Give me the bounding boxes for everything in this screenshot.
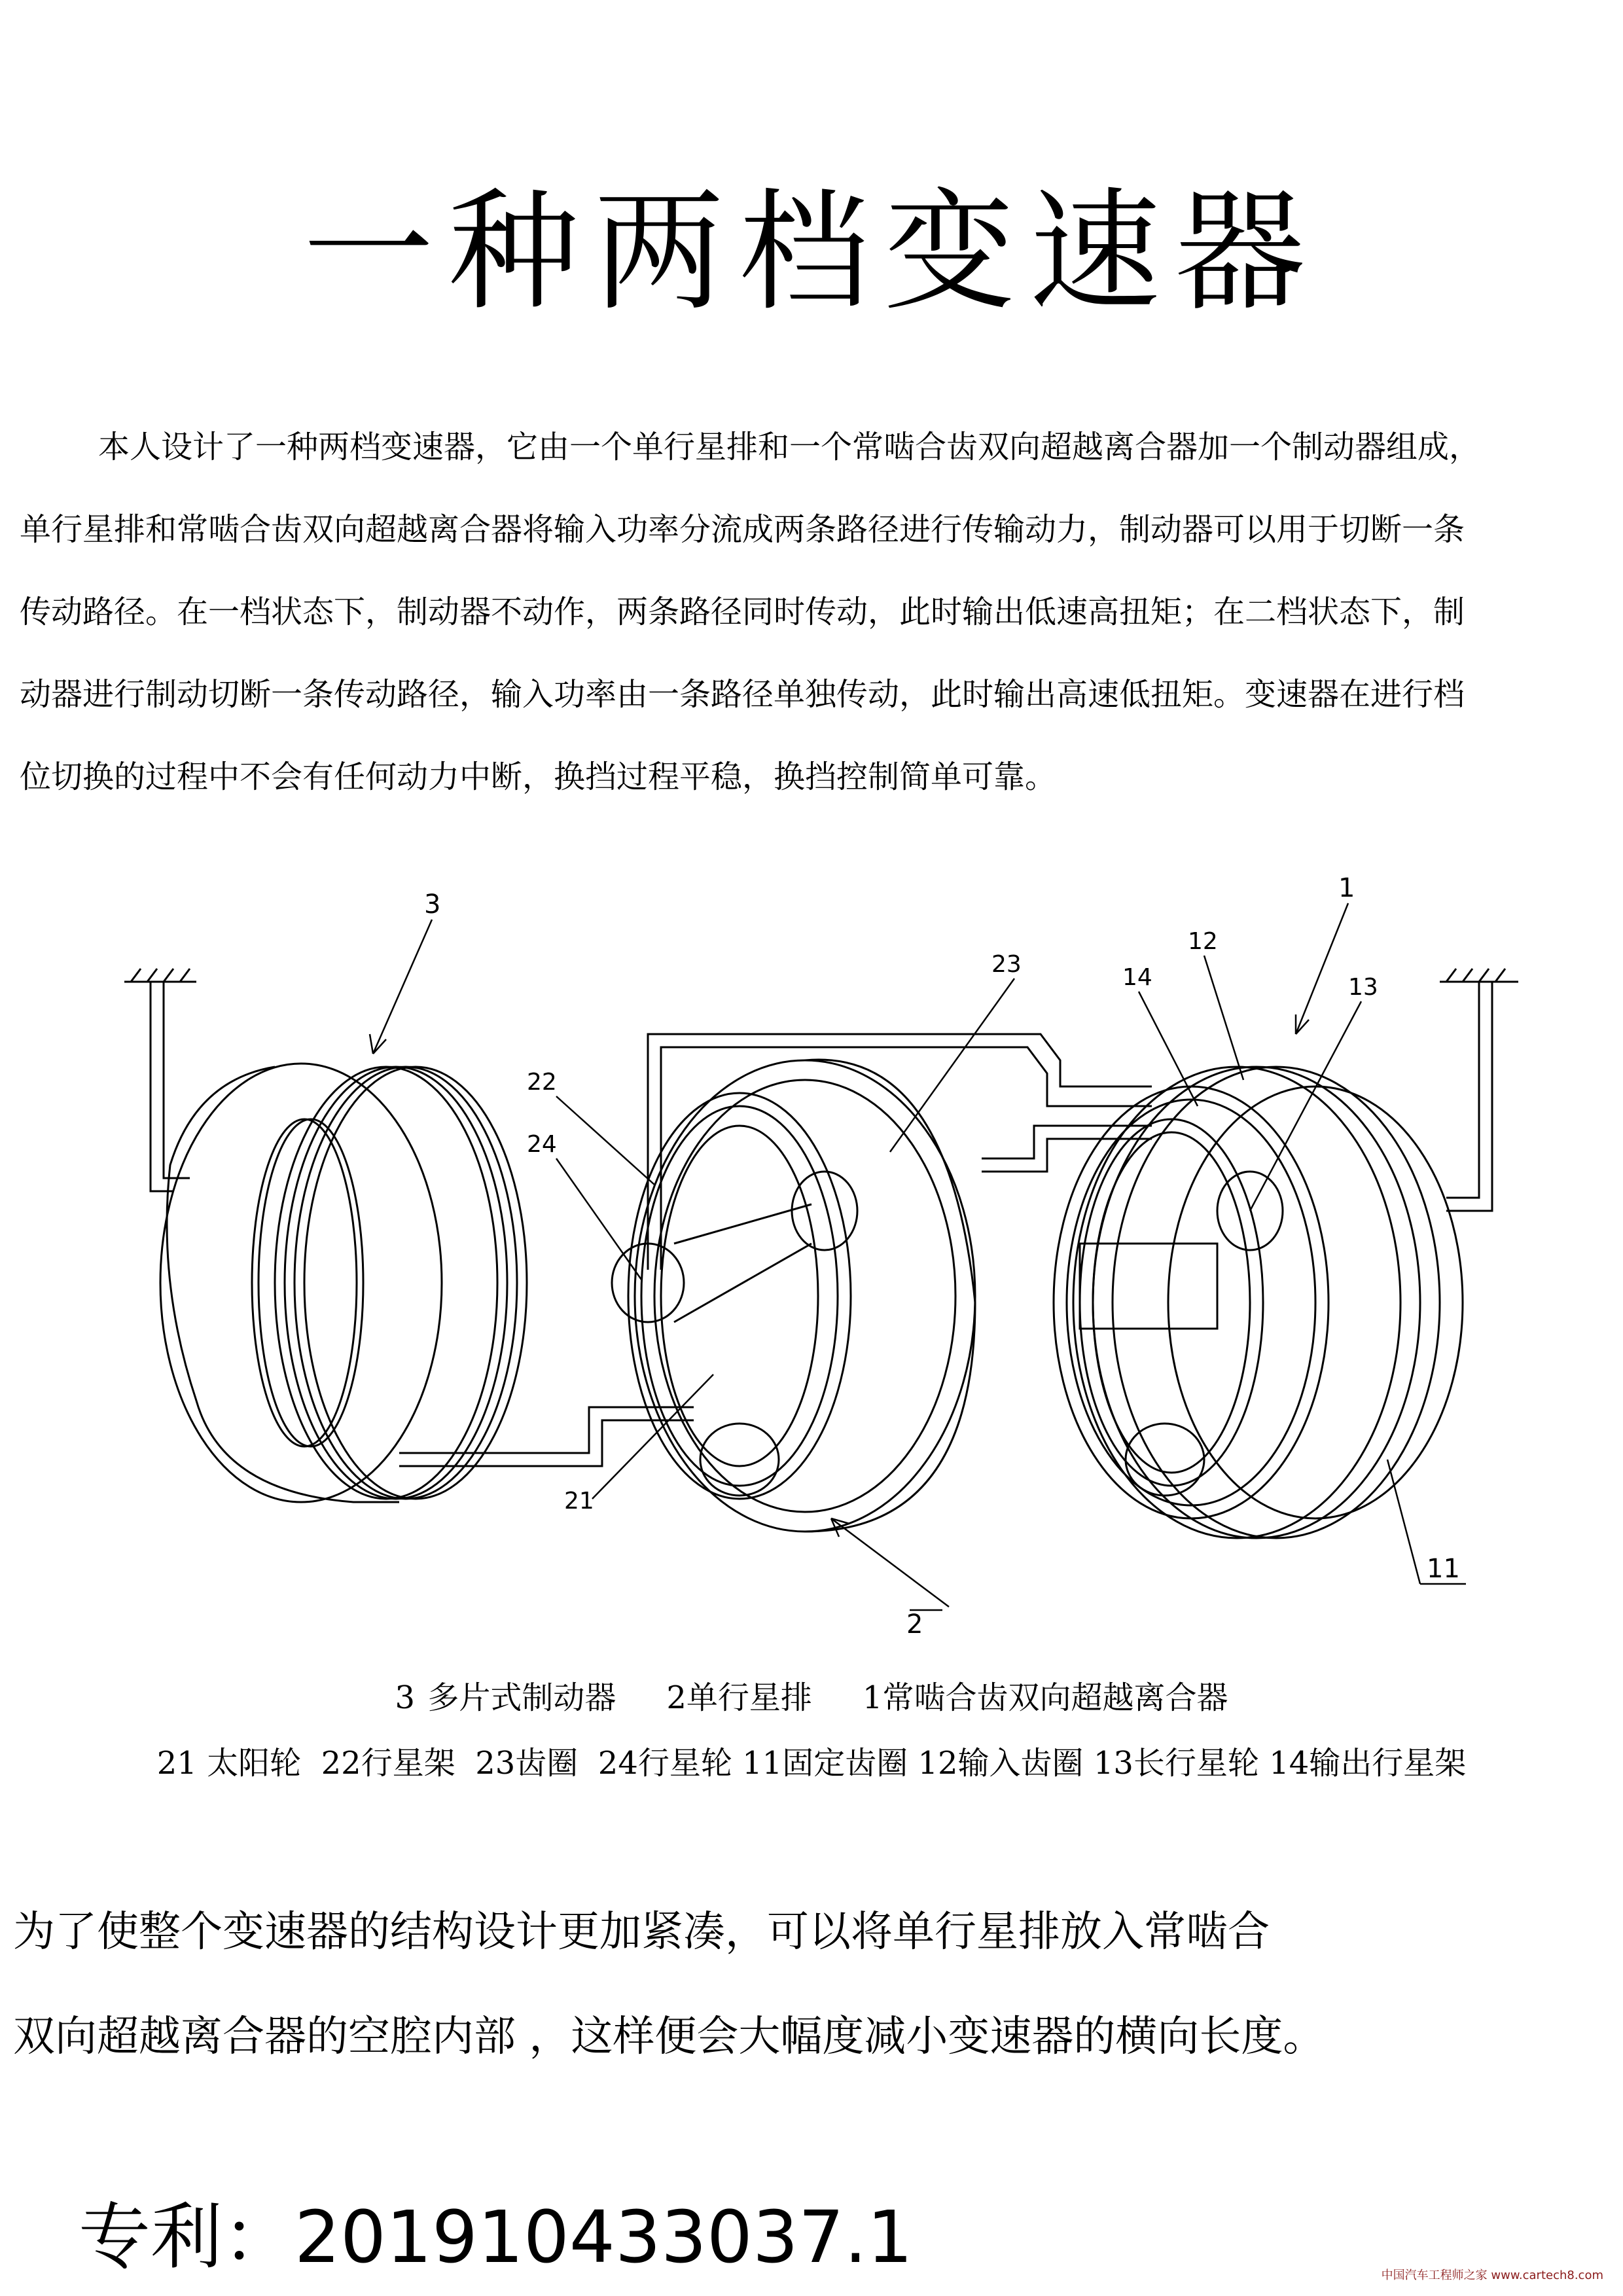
- label-2: 2: [906, 1609, 923, 1640]
- label-12: 12: [1188, 928, 1218, 955]
- label-11: 11: [1427, 1554, 1460, 1584]
- label-22: 22: [527, 1069, 557, 1096]
- intro-line: 动器进行制动切断一条传动路径，输入功率由一条路径单独传动，此时输出高速低扭矩。变速器在进行档: [20, 676, 1465, 713]
- ground-symbol-right: [1440, 969, 1518, 1211]
- label-1: 1: [1338, 877, 1355, 903]
- note-line: 双向超越离合器的空腔内部 ，这样便会大幅度减小变速器的横向长度。: [13, 2013, 1325, 2061]
- note-line: 为了使整个变速器的结构设计更加紧凑，可以将单行星排放入常啮合: [13, 1908, 1270, 1956]
- intro-paragraph: [20, 406, 1603, 818]
- transmission-diagram: [0, 877, 1623, 1676]
- label-13: 13: [1348, 974, 1378, 1001]
- diagram-legend-line-2: 21 太阳轮 22行星架 23齿圈 24行星轮 11固定齿圈 12输入齿圈 13长行星轮 14输出行星架: [156, 1745, 1467, 1782]
- intro-line: 单行星排和常啮合齿双向超越离合器将输入功率分流成两条路径进行传输动力，制动器可以用于切断一条: [20, 511, 1465, 548]
- page-title: 一种两档变速器: [302, 176, 1320, 329]
- site-watermark: 中国汽车工程师之家 www.cartech8.com: [1381, 2269, 1603, 2282]
- brake-assembly: [160, 1064, 527, 1502]
- label-24: 24: [527, 1131, 557, 1158]
- label-23: 23: [991, 951, 1022, 978]
- label-14: 14: [1122, 964, 1152, 991]
- diagram-legend-line-1: 3 多片式制动器 2单行星排 1常啮合齿双向超越离合器: [395, 1679, 1228, 1716]
- label-3: 3: [424, 889, 441, 920]
- overrunning-clutch: [1054, 1067, 1463, 1538]
- diagram-labels: [370, 877, 1466, 1640]
- connecting-shaft-upper: [648, 1034, 1152, 1270]
- label-21: 21: [564, 1488, 594, 1515]
- intro-line: 传动路径。在一档状态下，制动器不动作，两条路径同时传动，此时输出低速高扭矩；在二档状态下，制: [20, 594, 1465, 630]
- intro-line: 位切换的过程中不会有任何动力中断，换挡过程平稳，换挡控制简单可靠。: [20, 759, 1057, 795]
- planetary-row: [612, 1060, 975, 1532]
- intro-line: 本人设计了一种两档变速器，它由一个单行星排和一个常啮合齿双向超越离合器加一个制动器组成，: [98, 429, 1481, 465]
- patent-number: 专利：201910433037.1: [79, 2195, 913, 2279]
